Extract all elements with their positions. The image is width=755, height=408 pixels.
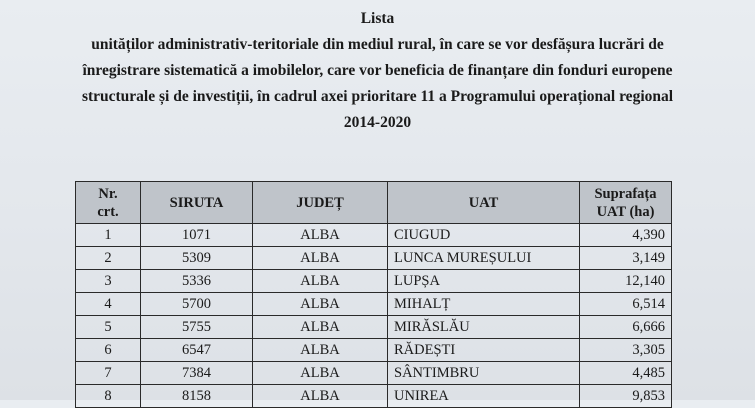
cell-judet: ALBA — [253, 385, 388, 408]
cell-judet: ALBA — [253, 224, 388, 247]
cell-uat: MIHALȚ — [388, 293, 580, 316]
cell-judet: ALBA — [253, 270, 388, 293]
cell-uat: RĂDEȘTI — [388, 339, 580, 362]
document-header — [0, 6, 755, 136]
cell-judet: ALBA — [253, 293, 388, 316]
cell-area: 6,666 — [580, 316, 672, 339]
cell-judet: ALBA — [253, 247, 388, 270]
cell-nr: 4 — [76, 293, 141, 316]
document-subtitle-line-3: structurale și de investiții, în cadrul axei prioritare 11 a Programului operațional regional — [81, 88, 674, 105]
cell-area: 3,149 — [580, 247, 672, 270]
cell-nr: 6 — [76, 339, 141, 362]
table-header-row — [76, 182, 672, 224]
table-row — [76, 293, 672, 316]
cell-nr: 2 — [76, 247, 141, 270]
cell-area: 4,390 — [580, 224, 672, 247]
header-nr-label: Nr. — [98, 185, 118, 202]
cell-siruta: 5336 — [141, 270, 253, 293]
uat-table — [75, 181, 672, 408]
table-row — [76, 385, 672, 408]
table-row — [76, 247, 672, 270]
table-row — [76, 339, 672, 362]
cell-siruta: 1071 — [141, 224, 253, 247]
header-nr-crt — [76, 182, 141, 224]
cell-area: 6,514 — [580, 293, 672, 316]
cell-siruta: 8158 — [141, 385, 253, 408]
header-siruta: SIRUTA — [141, 182, 253, 224]
header-crt-label: crt. — [97, 203, 119, 220]
cell-area: 3,305 — [580, 339, 672, 362]
cell-uat: LUNCA MUREȘULUI — [388, 247, 580, 270]
cell-area: 12,140 — [580, 270, 672, 293]
cell-uat: CIUGUD — [388, 224, 580, 247]
cell-area: 4,485 — [580, 362, 672, 385]
header-uat: UAT — [388, 182, 580, 224]
cell-siruta: 5700 — [141, 293, 253, 316]
cell-nr: 7 — [76, 362, 141, 385]
header-uat-ha-label: UAT (ha) — [596, 203, 655, 220]
cell-uat: SÂNTIMBRU — [388, 362, 580, 385]
cell-nr: 3 — [76, 270, 141, 293]
document-subtitle-line-2: înregistrare sistematică a imobilelor, care vor beneficia de finanțare din fonduri europene — [82, 62, 673, 79]
header-suprafata — [580, 182, 672, 224]
document-subtitle-line-1: unităților administrativ-teritoriale din mediul rural, în care se vor desfășura lucrări de — [91, 36, 664, 53]
cell-siruta: 5755 — [141, 316, 253, 339]
cell-nr: 5 — [76, 316, 141, 339]
table-row — [76, 362, 672, 385]
cell-judet: ALBA — [253, 316, 388, 339]
cell-area: 9,853 — [580, 385, 672, 408]
cell-uat: MIRĂSLĂU — [388, 316, 580, 339]
header-judet: JUDEȚ — [253, 182, 388, 224]
header-suprafata-label: Suprafața — [594, 185, 657, 202]
cell-judet: ALBA — [253, 362, 388, 385]
table-row — [76, 270, 672, 293]
document-title: Lista — [360, 10, 395, 27]
table-row — [76, 224, 672, 247]
cell-uat: LUPȘA — [388, 270, 580, 293]
document-subtitle-line-4: 2014-2020 — [343, 114, 412, 131]
cell-nr: 1 — [76, 224, 141, 247]
cell-siruta: 6547 — [141, 339, 253, 362]
cell-judet: ALBA — [253, 339, 388, 362]
cell-nr: 8 — [76, 385, 141, 408]
cell-siruta: 7384 — [141, 362, 253, 385]
table-row — [76, 316, 672, 339]
cell-uat: UNIREA — [388, 385, 580, 408]
cell-siruta: 5309 — [141, 247, 253, 270]
